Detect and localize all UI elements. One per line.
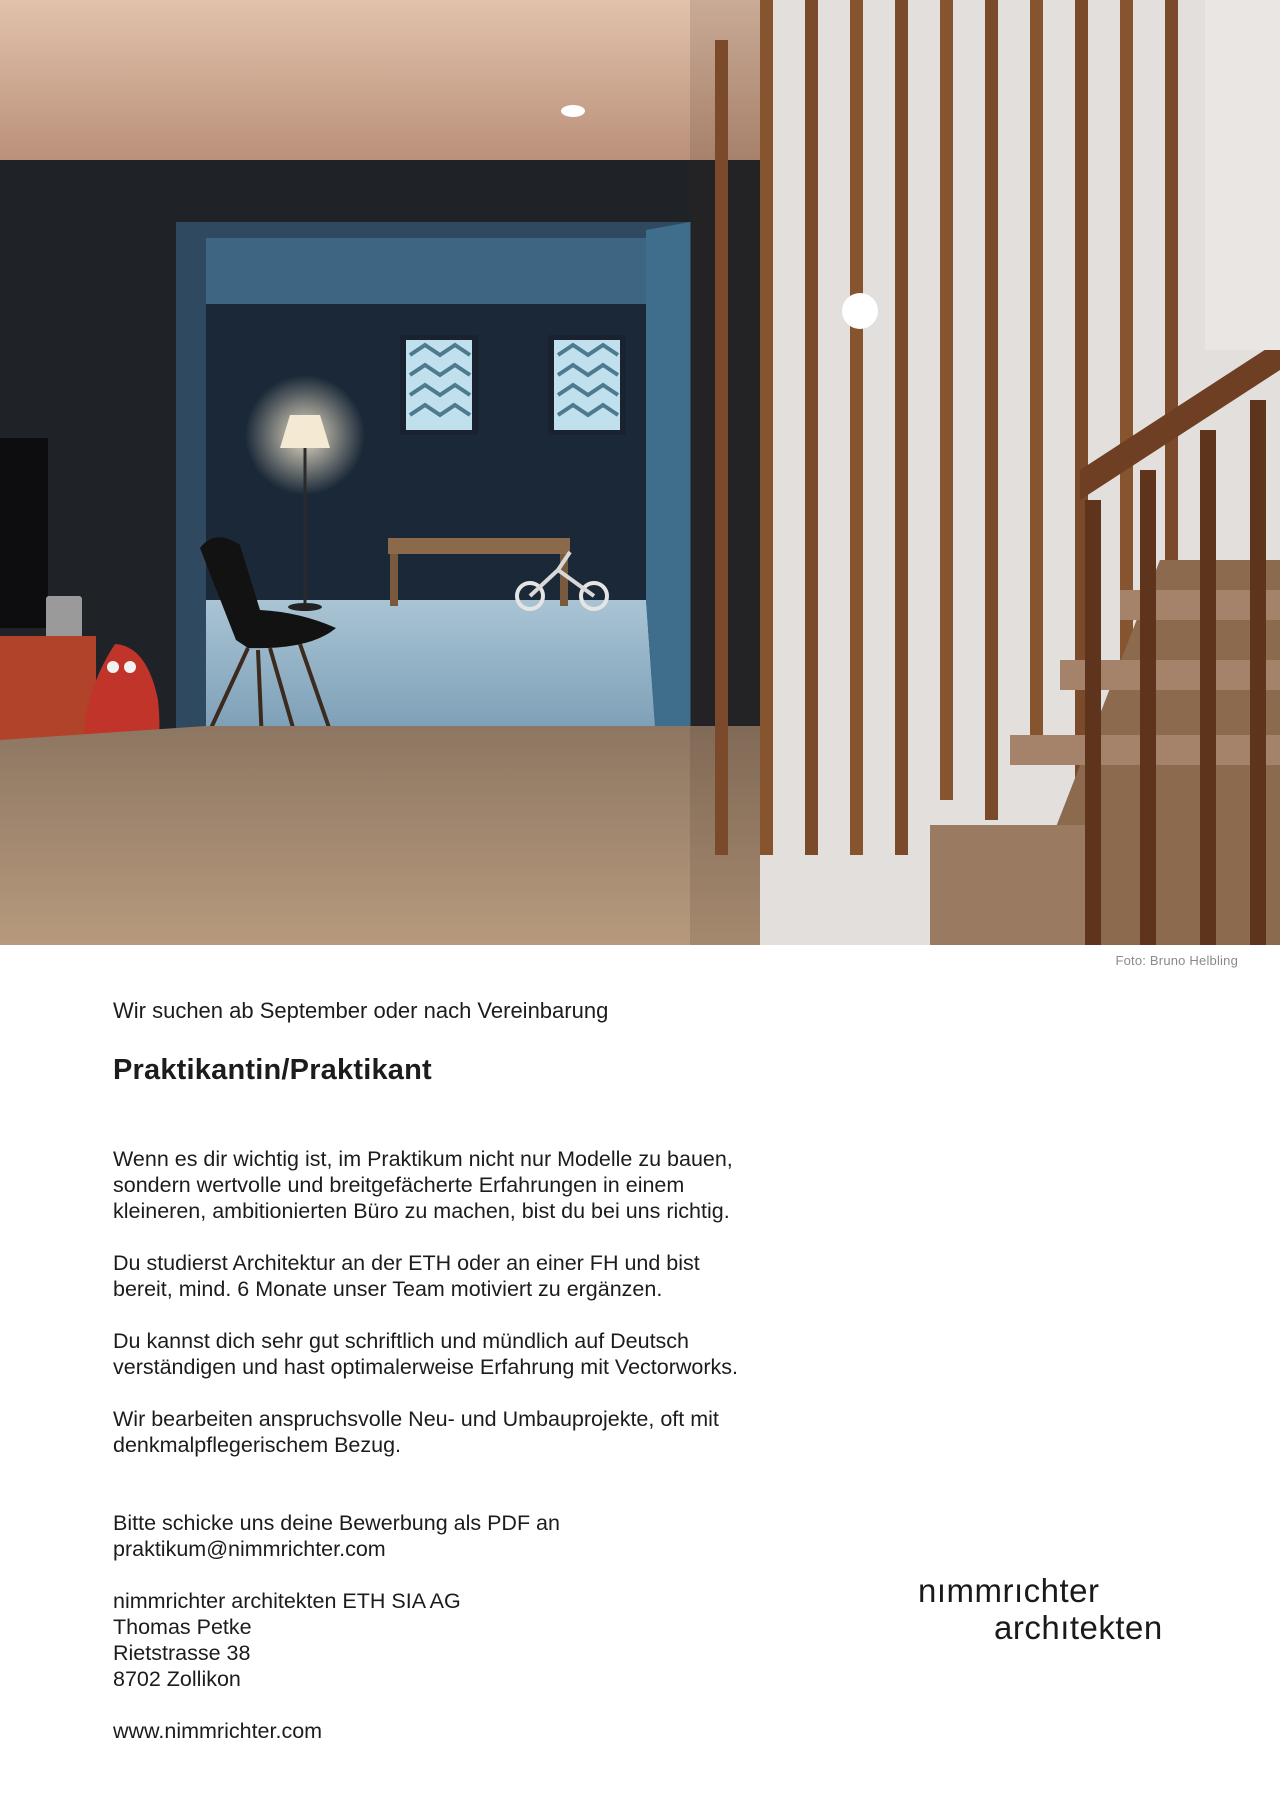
back-room-ceiling [206,238,666,304]
paragraph-requirements-intro: Wenn es dir wichtig ist, im Praktikum nicht nur Modelle zu bauen, sondern wertvolle und breitgefächerte Erfahrungen in einem kleineren, ambitionierten Büro zu machen, bist du bei uns richtig. [113,1147,733,1223]
paragraph-projects: Wir bearbeiten anspruchsvolle Neu- und Umbauprojekte, oft mit denkmalpflegerischem Bezug. [113,1407,719,1457]
upper-white-wall [1205,0,1280,350]
application-instructions: Bitte schicke uns deine Bewerbung als PDF an praktikum@nimmrichter.com [113,1510,833,1562]
speaker [46,596,82,638]
posting-content [113,996,833,1770]
wall-light [842,293,878,329]
contact-person: Thomas Petke [113,1615,252,1639]
ceiling [0,0,760,165]
ceiling-spotlight [561,105,585,117]
street-address: Rietstrasse 38 [113,1641,251,1665]
website-link[interactable]: www.nimmrichter.com [113,1719,323,1743]
bench [388,538,570,554]
company-address [113,1588,833,1692]
company-name: nimmrichter architekten ETH SIA AG [113,1589,461,1613]
television [0,438,48,628]
city: 8702 Zollikon [113,1667,241,1691]
logo-line-2: archıtekten [994,1609,1163,1646]
application-email[interactable]: praktikum@nimmrichter.com [113,1537,386,1561]
carpet-floor [0,726,760,945]
website-block [113,1718,833,1744]
photo-credit: Foto: Bruno Helbling [1115,953,1238,968]
posting-intro: Wir suchen ab September oder nach Vereinbarung [113,998,609,1023]
application-section [113,1510,833,1744]
posting-title: Praktikantin/Praktikant [113,1054,432,1086]
paragraph-language: Du kannst dich sehr gut schriftlich und mündlich auf Deutsch verständigen und hast optimalerweise Erfahrung mit Vectorworks. [113,1329,739,1379]
room-side-wall [646,222,690,742]
posting-body [113,1146,833,1458]
logo-line-1: nımmrıchter [918,1572,1100,1609]
paragraph-studies: Du studierst Architektur an der ETH oder an einer FH und bist bereit, mind. 6 Monate unser Team motiviert zu ergänzen. [113,1251,700,1301]
company-logo [918,1572,1163,1646]
